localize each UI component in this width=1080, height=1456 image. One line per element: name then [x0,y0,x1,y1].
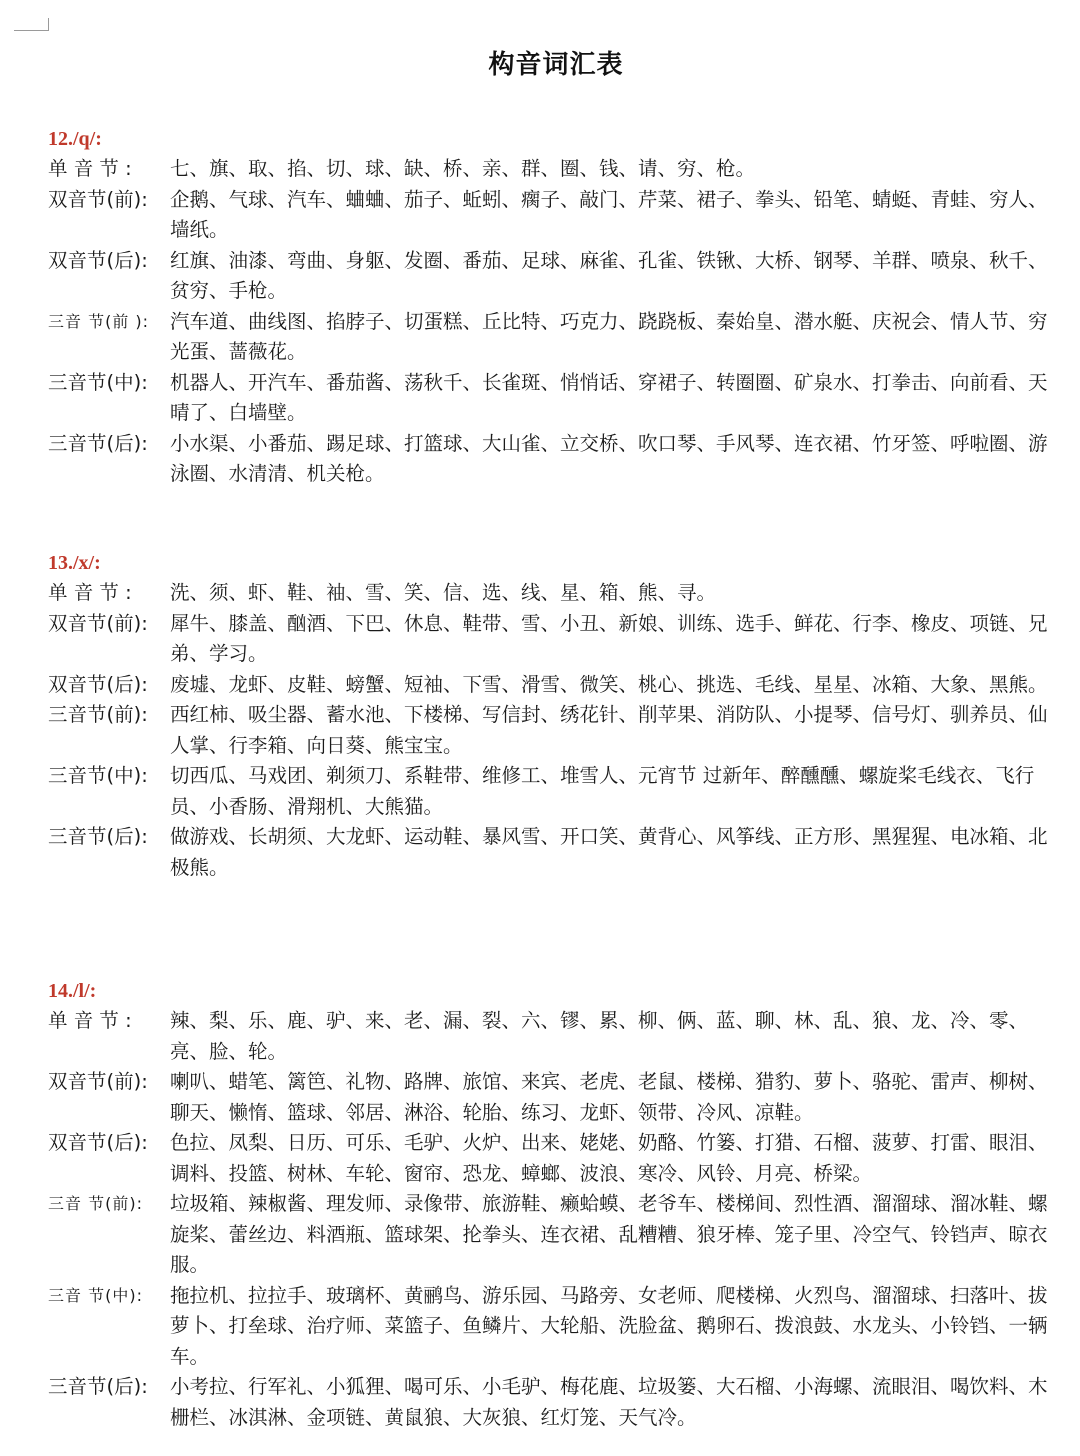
row-words: 小考拉、行军礼、小狐狸、喝可乐、小毛驴、梅花鹿、垃圾篓、大石榴、小海螺、流眼泪、喝饮料、木栅栏、冰淇淋、金项链、黄鼠狼、大灰狼、红灯笼、天气冷。 [170,1375,1048,1429]
row-words: 企鹅、气球、汽车、蛐蛐、茄子、蚯蚓、瘸子、敲门、芹菜、裙子、拳头、铅笔、蜻蜓、青蛙、穷人、墙纸。 [170,187,1048,241]
section-l [48,976,1058,1433]
row-words: 色拉、凤梨、日历、可乐、毛驴、火炉、出来、姥姥、奶酪、竹篓、打猎、石榴、菠萝、打雷、眼泪、调料、投篮、树林、车轮、窗帘、恐龙、蟑螂、波浪、寒冷、风铃、月亮、桥梁。 [170,1131,1048,1185]
row-label: 单 音 节 : [48,1009,132,1032]
row-label: 双音节(后): [48,672,148,696]
row-trisyllable-middle [48,368,1058,429]
row-words: 垃圾箱、辣椒酱、理发师、录像带、旅游鞋、癞蛤蟆、老爷车、楼梯间、烈性酒、溜溜球、溜冰鞋、螺旋桨、蕾丝边、料酒瓶、篮球架、抡拳头、连衣裙、乱糟糟、狼牙棒、笼子里、冷空气、铃铛声、晾衣服。 [170,1192,1048,1276]
row-trisyllable-back [48,822,1058,883]
row-label: 三音 节(中): [48,1285,143,1305]
row-trisyllable-front [48,1189,1058,1281]
row-label: 三音 节(前): [48,1194,143,1213]
row-label: 三音节(中): [48,764,148,787]
row-words: 辣、梨、乐、鹿、驴、来、老、漏、裂、六、镠、累、柳、俩、蓝、聊、林、乱、狼、龙、冷、零、亮、脸、轮。 [170,1009,1029,1063]
row-label: 三音节(后): [48,431,148,455]
row-label: 三音节(前): [48,703,148,726]
row-trisyllable-back [48,1372,1058,1433]
section-x [48,548,1058,883]
row-words: 犀牛、膝盖、酗酒、下巴、休息、鞋带、雪、小丑、新娘、训练、选手、鲜花、行李、橡皮、项链、兄弟、学习。 [170,611,1048,665]
row-label: 双音节(后): [48,1131,148,1154]
row-words: 做游戏、长胡须、大龙虾、运动鞋、暴风雪、开口笑、黄背心、风筝线、正方形、黑猩猩、电冰箱、北极熊。 [170,825,1048,879]
row-trisyllable-middle [48,761,1058,822]
row-disyllable-front [48,1067,1058,1128]
row-words: 汽车道、曲线图、掐脖子、切蛋糕、丘比特、巧克力、跷跷板、秦始皇、潜水艇、庆祝会、情人节、穷光蛋、蔷薇花。 [170,309,1048,363]
row-monosyllable [48,578,1058,609]
row-words: 喇叭、蜡笔、篱笆、礼物、路牌、旅馆、来宾、老虎、老鼠、楼梯、猎豹、萝卜、骆驼、雷声、柳树、聊天、懒惰、篮球、邻居、淋浴、轮胎、练习、龙虾、领带、冷风、凉鞋。 [170,1070,1048,1124]
row-disyllable-front [48,609,1058,670]
row-disyllable-back [48,670,1058,701]
section-q [48,124,1058,490]
row-label: 单 音 节 : [48,157,132,180]
row-monosyllable [48,154,1058,185]
row-words: 西红柿、吸尘器、蓄水池、下楼梯、写信封、绣花针、削苹果、消防队、小提琴、信号灯、驯养员、仙人掌、行李箱、向日葵、熊宝宝。 [170,703,1048,757]
row-label: 双音节(前): [48,187,148,211]
row-words: 废墟、龙虾、皮鞋、螃蟹、短袖、下雪、滑雪、微笑、桃心、挑选、毛线、星星、冰箱、大象、黑熊。 [170,672,1048,696]
row-words: 七、旗、取、掐、切、球、缺、桥、亲、群、圈、钱、请、穷、枪。 [170,157,756,180]
row-trisyllable-middle [48,1281,1058,1373]
row-words: 机器人、开汽车、番茄酱、荡秋千、长雀斑、悄悄话、穿裙子、转圈圈、矿泉水、打拳击、向前看、天晴了、白墙壁。 [170,370,1048,424]
row-label: 三音节(中): [48,370,148,394]
row-words: 拖拉机、拉拉手、玻璃杯、黄鹂鸟、游乐园、马路旁、女老师、爬楼梯、火烈鸟、溜溜球、扫落叶、拔萝卜、打垒球、治疗师、菜篮子、鱼鳞片、大轮船、洗脸盆、鹅卵石、拨浪鼓、水龙头、小铃铛、一辆车。 [170,1283,1048,1368]
row-disyllable-back [48,246,1058,307]
section-heading: 13./x/: [48,552,101,574]
row-label: 三音节(后): [48,825,148,848]
page-title: 构音词汇表 [488,50,624,80]
row-words: 小水渠、小番茄、踢足球、打篮球、大山雀、立交桥、吹口琴、手风琴、连衣裙、竹牙签、呼啦圈、游泳圈、水清清、机关枪。 [170,431,1048,485]
row-label: 双音节(前): [48,1070,148,1093]
section-heading: 12./q/: [48,128,102,150]
page-corner-mark [14,18,49,31]
row-label: 单 音 节 : [48,581,132,604]
row-label: 双音节(前): [48,611,148,635]
row-disyllable-front [48,185,1058,246]
row-trisyllable-back [48,429,1058,490]
row-label: 三音节(后): [48,1375,148,1398]
row-trisyllable-front [48,307,1058,368]
row-trisyllable-front [48,700,1058,761]
row-words: 红旗、油漆、弯曲、身躯、发圈、番茄、足球、麻雀、孔雀、铁锹、大桥、钢琴、羊群、喷泉、秋千、贫穷、手枪。 [170,248,1048,302]
row-monosyllable [48,1006,1058,1067]
row-label: 三音 节(前 ): [48,311,150,331]
row-words: 切西瓜、马戏团、剃须刀、系鞋带、维修工、堆雪人、元宵节 过新年、醉醺醺、螺旋桨毛线衣、飞行员、小香肠、滑翔机、大熊猫。 [170,764,1035,818]
row-words: 洗、须、虾、鞋、袖、雪、笑、信、选、线、星、箱、熊、寻。 [170,581,717,604]
row-disyllable-back [48,1128,1058,1189]
row-label: 双音节(后): [48,248,148,272]
section-heading: 14./l/: [48,980,97,1002]
